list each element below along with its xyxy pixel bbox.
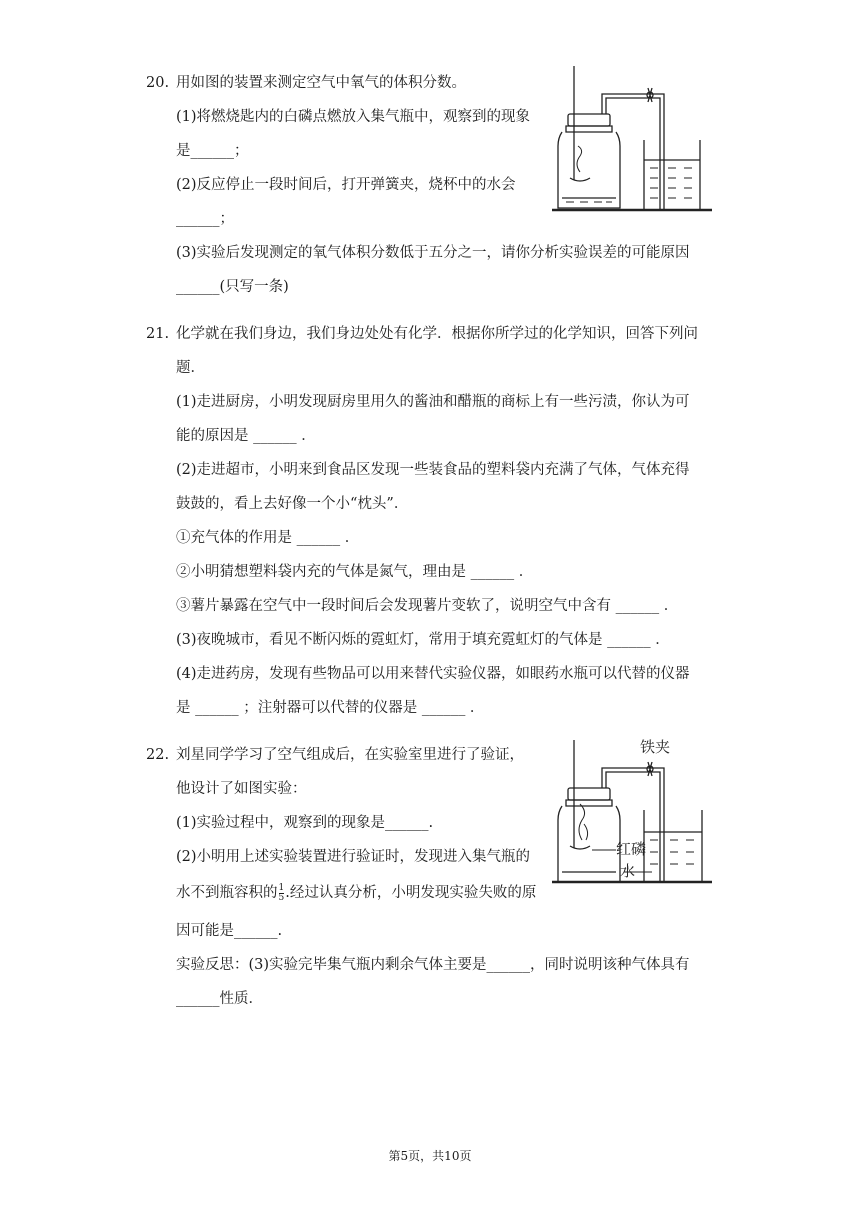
- fraction-numerator: 1: [278, 882, 285, 893]
- q22-line: (2)小明用上述实验装置进行验证时，发现进入集气瓶的: [176, 849, 531, 865]
- q20-apparatus-figure: [548, 60, 718, 220]
- fraction-denominator: 5: [278, 892, 285, 903]
- label-red-phosphorus: 红磷: [616, 840, 647, 858]
- q22-line: 他设计了如图实验：: [176, 781, 307, 797]
- q22-fraction-suffix: .经过认真分析，小明发现实验失败的原: [285, 885, 537, 901]
- q22-stem: 刘星同学学习了空气组成后，在实验室里进行了验证，: [176, 747, 524, 763]
- q21-line: 是 ______ ；注射器可以代替的仪器是 ______ ．: [176, 700, 485, 716]
- q21-line: (1)走进厨房，小明发现厨房里用久的酱油和醋瓶的商标上有一些污渍，你认为可: [176, 394, 690, 410]
- page-footer: 第5页，共10页: [388, 1149, 472, 1163]
- q21-stem: 化学就在我们身边，我们身边处处有化学．根据你所学过的化学知识，回答下列问: [176, 326, 698, 342]
- q22-fraction-prefix: 水不到瓶容积的: [176, 885, 278, 901]
- q22-reflection: 实验反思：(3)实验完毕集气瓶内剩余气体主要是______，同时说明该种气体具有: [176, 957, 690, 973]
- q21-line: ①充气体的作用是 ______ ．: [176, 530, 360, 546]
- q22-line: ______性质．: [176, 991, 263, 1007]
- question-number-22: 22.: [146, 747, 170, 763]
- q20-line: (2)反应停止一段时间后，打开弹簧夹，烧杯中的水会: [176, 177, 516, 193]
- q21-line: (4)走进药房，发现有些物品可以用来替代实验仪器，如眼药水瓶可以代替的仪器: [176, 666, 690, 682]
- q21-line: 题．: [176, 360, 205, 376]
- q20-stem: 用如图的装置来测定空气中氧气的体积分数。: [176, 75, 466, 91]
- q21-line: ③薯片暴露在空气中一段时间后会发现薯片变软了，说明空气中含有 ______ ．: [176, 598, 679, 614]
- q21-line: 能的原因是 ______ ．: [176, 428, 316, 444]
- q20-line: ______；: [176, 211, 234, 227]
- q20-line: (1)将燃烧匙内的白磷点燃放入集气瓶中，观察到的现象: [176, 109, 531, 125]
- q22-line: 因可能是______.: [176, 923, 283, 939]
- label-clamp: 铁夹: [640, 738, 671, 756]
- q21-line: (2)走进超市，小明来到食品区发现一些装食品的塑料袋内充满了气体，气体充得: [176, 462, 690, 478]
- q20-line: ______(只写一条): [176, 279, 289, 295]
- question-number-20: 20.: [146, 75, 170, 91]
- q21-line: 鼓鼓的，看上去好像一个小“枕头”．: [176, 496, 409, 512]
- fraction-one-fifth: [279, 884, 285, 903]
- q22-line: (1)实验过程中，观察到的现象是______.: [176, 815, 434, 831]
- q22-line-with-fraction: [176, 883, 536, 903]
- q21-line: ②小明猜想塑料袋内充的气体是氮气，理由是 ______ ．: [176, 564, 534, 580]
- q20-line: 是______；: [176, 143, 249, 159]
- q22-apparatus-figure: [548, 732, 718, 892]
- label-water: 水: [620, 862, 636, 880]
- question-number-21: 21.: [146, 326, 170, 342]
- q20-line: (3)实验后发现测定的氧气体积分数低于五分之一，请你分析实验误差的可能原因: [176, 245, 690, 261]
- q21-line: (3)夜晚城市，看见不断闪烁的霓虹灯，常用于填充霓虹灯的气体是 ______ ．: [176, 632, 670, 648]
